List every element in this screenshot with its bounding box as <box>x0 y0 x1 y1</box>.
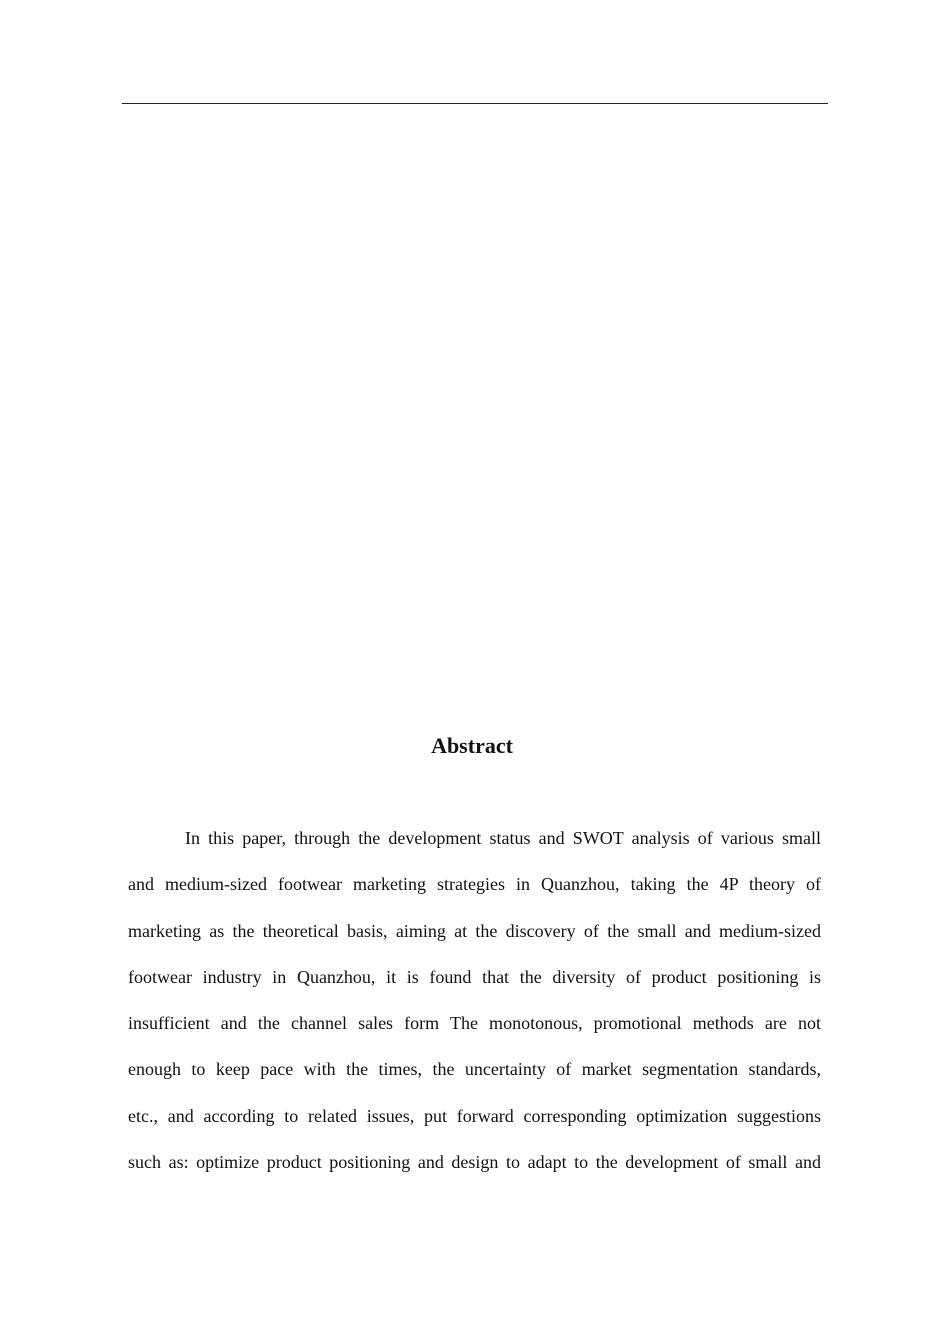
abstract-body <box>128 823 821 1193</box>
abstract-line: such as: optimize product positioning and design to adapt to the development of small and <box>128 1152 821 1173</box>
abstract-line: and medium-sized footwear marketing strategies in Quanzhou, taking the 4P theory of <box>128 874 821 895</box>
abstract-heading: Abstract <box>431 733 513 758</box>
abstract-line: enough to keep pace with the times, the uncertainty of market segmentation standards, <box>128 1059 821 1080</box>
abstract-line: marketing as the theoretical basis, aiming at the discovery of the small and medium-sized <box>128 920 821 941</box>
abstract-line: etc., and according to related issues, put forward corresponding optimization suggestions <box>128 1105 821 1126</box>
abstract-line: In this paper, through the development status and SWOT analysis of various small <box>185 828 821 848</box>
abstract-line: insufficient and the channel sales form The monotonous, promotional methods are not <box>128 1013 821 1034</box>
header-rule <box>122 103 828 104</box>
abstract-line: footwear industry in Quanzhou, it is found that the diversity of product positioning is <box>128 966 821 987</box>
